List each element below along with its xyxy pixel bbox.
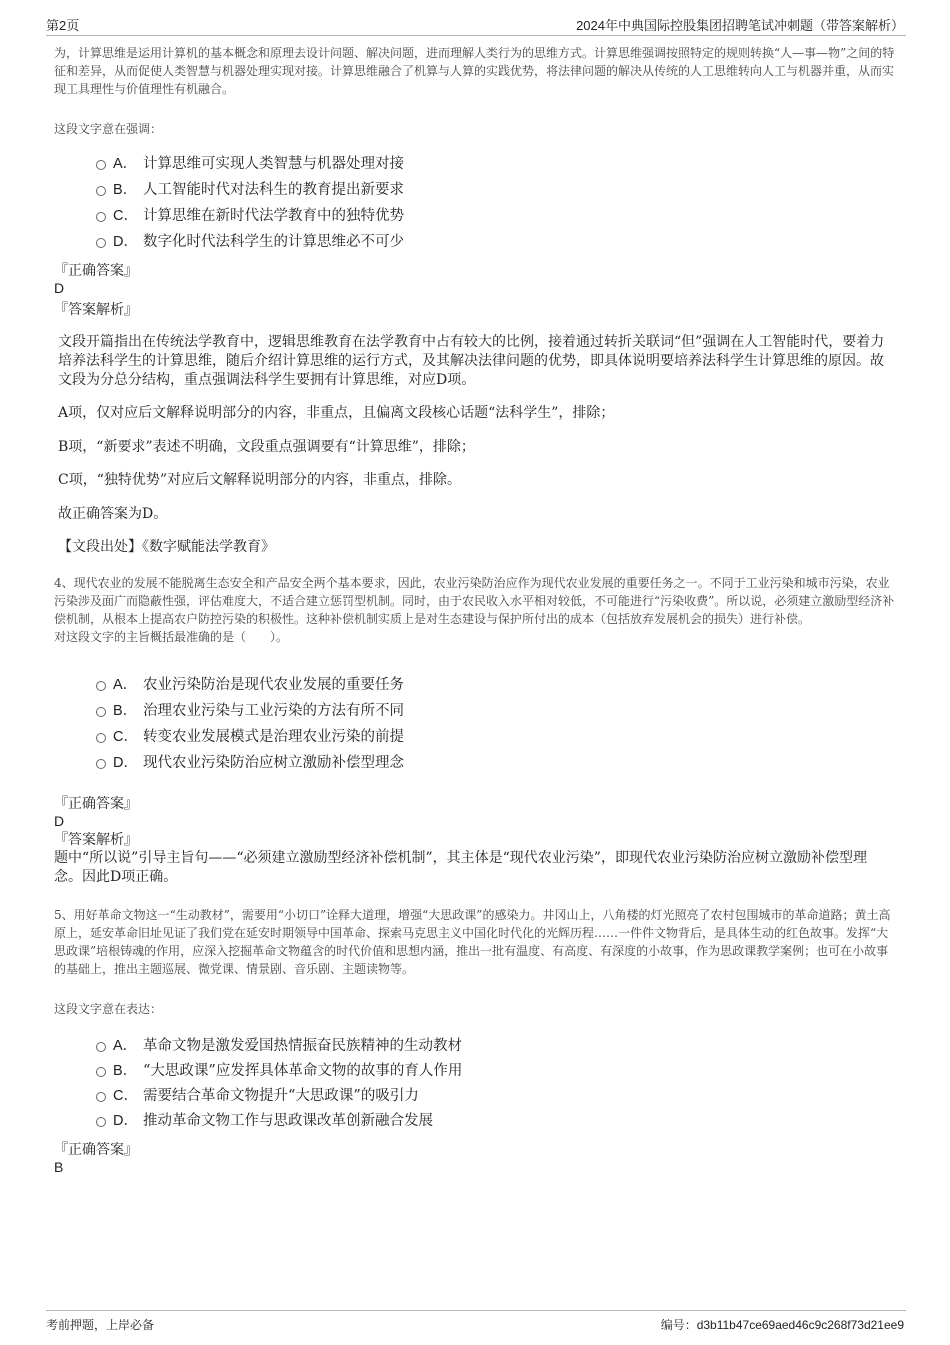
q5-passage: 5、用好革命文物这一“生动教材”，需要用“小切口”诠释大道理，增强“大思政课”的感染力。井冈山上，八角楼的灯光照亮了农村包围城市的革命道路；黄土高原上，延安革命旧址见证了我们党在延安时期领导中国革命、探索马克思主义中国化时代化的光辉历程……一件件文物背后，是具体生动的红色故事。发挥“大思政课”培根铸魂的作用，应深入挖掘革命文物蕴含的时代价值和思想内涵，推出一批有温度、有高度、有深度的小故事，作为思政课教学案例；也可在小故事的基础上，推出主题巡展、微党课、情景剧、音乐剧、主题读物等。 [54,908,891,976]
q3-passage: 为，计算思维是运用计算机的基本概念和原理去设计问题、解决问题，进而理解人类行为的思维方式。计算思维强调按照特定的规则转换“人—事—物”之间的特征和差异，从而促使人类智慧与机器处理实现对接。计算思维融合了机算与人算的实践优势，将法律问题的解决从传统的人工思维转向人工与机器并重，从而实现工具理性与价值理性有机融合。 [54,46,895,96]
answer-label: 『正确答案』 [54,263,138,279]
option-text: 需要结合革命文物提升“大思政课”的吸引力 [143,1088,419,1104]
option-text: 革命文物是激发爱国热情振奋民族精神的生动教材 [143,1038,462,1054]
answer-value: B [54,1159,64,1175]
q3-analysis-b [58,438,900,457]
q5-answer-block [54,1141,896,1176]
option-letter: C． [113,729,138,745]
option-letter: B． [113,1063,138,1079]
option-letter: A． [113,156,138,172]
radio-icon[interactable] [96,186,106,196]
radio-icon[interactable] [96,1092,106,1102]
option-text: 计算思维在新时代法学教育中的独特优势 [143,208,404,224]
analysis-label: 『答案解析』 [54,832,138,848]
q4-answer-block [54,795,896,887]
option-text: 计算思维可实现人类智慧与机器处理对接 [143,156,404,172]
option-letter: B． [113,182,138,198]
analysis-paragraph: B项，“新要求”表述不明确，文段重点强调要有“计算思维”，排除； [58,439,475,455]
option-text: 转变农业发展模式是治理农业污染的前提 [143,729,404,745]
q5-passage-block [54,906,896,978]
analysis-paragraph: A项，仅对应后文解释说明部分的内容，非重点，且偏离文段核心话题“法科学生”，排除； [58,405,615,421]
q3-analysis-c [58,471,900,490]
answer-value: D [54,813,65,829]
option-letter: A． [113,677,138,693]
q5-option-b[interactable] [96,1061,462,1081]
option-letter: C． [113,1088,138,1104]
q4-prompt: 对这段文字的主旨概括最准确的是（ ）。 [54,630,289,644]
radio-icon[interactable] [96,160,106,170]
analysis-paragraph: 题中“所以说”引导主旨句——“必须建立激励型经济补偿机制”，其主体是“现代农业污染”，即现代农业污染防治应树立激励补偿型理念。因此D项正确。 [54,850,867,885]
option-letter: D． [113,1113,138,1129]
q5-prompt-block [54,1000,896,1018]
option-text: 推动革命文物工作与思政课改革创新融合发展 [143,1113,433,1129]
radio-icon[interactable] [96,707,106,717]
analysis-label: 『答案解析』 [54,302,138,318]
q5-option-a[interactable] [96,1036,462,1056]
q3-analysis-a [58,404,900,423]
q3-analysis-block [58,333,888,390]
source-citation: 【文段出处】《数字赋能法学教育》 [58,539,275,555]
q4-option-d[interactable] [96,753,404,773]
analysis-paragraph: 文段开篇指出在传统法学教育中，逻辑思维教育在法学教育中占有较大的比例，接着通过转折关联词“但”强调在人工智能时代，要着力培养法科学生的计算思维，随后介绍计算思维的运行方式，及其解决法律问题的优势，即具体说明要培养法科学生计算思维的原因。故文段为分总分结构，重点强调法科学生要拥有计算思维，对应D项。 [58,334,885,388]
q3-prompt: 这段文字意在强调： [54,122,163,136]
option-text: 人工智能时代对法科生的教育提出新要求 [143,182,404,198]
option-text: 治理农业污染与工业污染的方法有所不同 [143,703,404,719]
q3-option-a[interactable] [96,154,404,174]
answer-label: 『正确答案』 [54,796,138,812]
option-text: 数字化时代法科学生的计算思维必不可少 [143,234,404,250]
radio-icon[interactable] [96,759,106,769]
q4-passage: 4、现代农业的发展不能脱离生态安全和产品安全两个基本要求，因此，农业污染防治应作为现代农业发展的重要任务之一。不同于工业污染和城市污染，农业污染涉及面广而隐蔽性强，评估难度大，不适合建立惩罚型机制。同时，由于农民收入水平相对较低，不可能进行“污染收费”。所以说，必须建立激励型经济补偿机制，从根本上提高农户防控污染的积极性。这种补偿机制实质上是对生态建设与保护所付出的成本（包括放弃发展机会的损失）进行补偿。 [54,576,895,626]
q3-analysis-conclusion [58,505,900,524]
page-number: 第2页 [46,18,80,33]
radio-icon[interactable] [96,1067,106,1077]
answer-label: 『正确答案』 [54,1142,138,1158]
option-letter: D． [113,755,138,771]
page-header [46,13,906,36]
radio-icon[interactable] [96,212,106,222]
analysis-paragraph: C项，“独特优势”对应后文解释说明部分的内容，非重点，排除。 [58,472,462,488]
q3-option-c[interactable] [96,206,404,226]
q3-option-b[interactable] [96,180,404,200]
option-letter: B． [113,703,138,719]
document-id: 编号：d3b11b47ce69aed46c9c268f73d21ee9 [660,1318,904,1332]
footer-slogan: 考前押题，上岸必备 [46,1318,155,1332]
q4-option-c[interactable] [96,727,404,747]
q4-option-a[interactable] [96,675,404,695]
option-text: “大思政课”应发挥具体革命文物的故事的育人作用 [143,1063,463,1079]
q5-option-c[interactable] [96,1086,419,1106]
radio-icon[interactable] [96,1117,106,1127]
analysis-paragraph: 故正确答案为D。 [58,506,168,522]
q3-answer-block [54,262,896,319]
option-letter: A． [113,1038,138,1054]
option-text: 现代农业污染防治应树立激励补偿型理念 [143,755,404,771]
radio-icon[interactable] [96,681,106,691]
option-text: 农业污染防治是现代农业发展的重要任务 [143,677,404,693]
radio-icon[interactable] [96,733,106,743]
q5-option-d[interactable] [96,1111,433,1131]
page-footer [46,1310,906,1333]
document-title: 2024年中典国际控股集团招聘笔试冲刺题（带答案解析） [576,18,904,33]
option-letter: C． [113,208,138,224]
answer-value: D [54,280,65,296]
q3-option-d[interactable] [96,232,404,252]
q3-passage-block [54,44,896,98]
q4-option-b[interactable] [96,701,404,721]
q3-prompt-block [54,120,896,138]
q4-passage-block [54,574,896,646]
q3-source [58,538,900,557]
radio-icon[interactable] [96,1042,106,1052]
q5-prompt: 这段文字意在表达： [54,1002,163,1016]
radio-icon[interactable] [96,238,106,248]
option-letter: D． [113,234,138,250]
